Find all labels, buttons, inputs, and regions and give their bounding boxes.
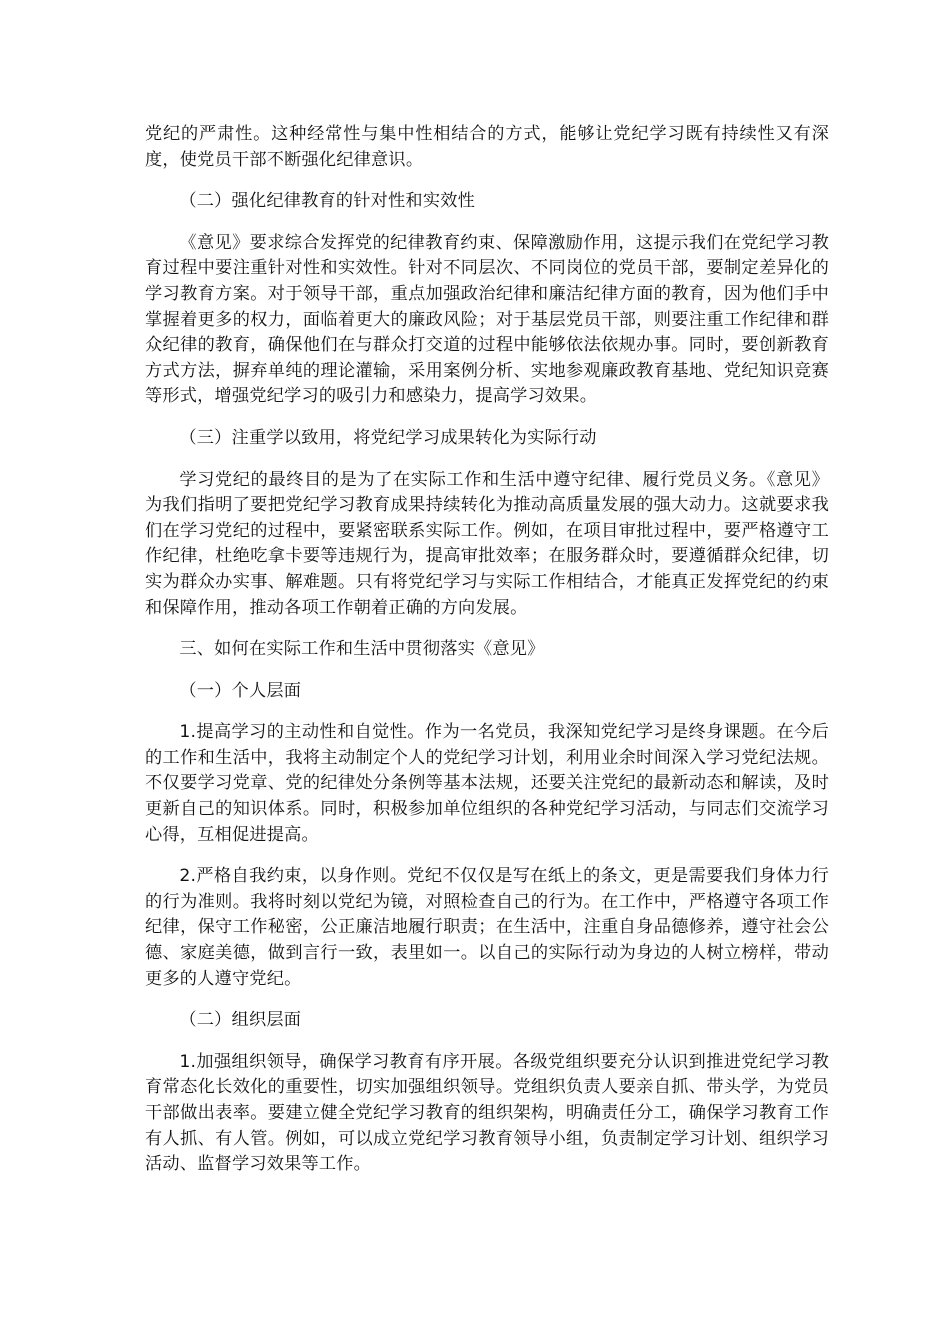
paragraph-continuation: 党纪的严肃性。这种经常性与集中性相结合的方式，能够让党纪学习既有持续性又有深度，使党员干部不断强化纪律意识。	[145, 124, 829, 170]
subheading-individual: （一）个人层面	[179, 680, 302, 701]
section-heading-2: （二）强化纪律教育的针对性和实效性	[179, 191, 475, 212]
paragraph-individual-1: 1.提高学习的主动性和自觉性。作为一名党员，我深知党纪学习是终身课题。在今后的工作和生活中，我将主动制定个人的党纪学习计划，利用业余时间深入学习党纪法规。不仅要学习党章、党的纪律处分条例等基本法规，还要关注党纪的最新动态和解读，及时更新自己的知识体系。同时，积极参加单位组织的各种党纪学习活动，与同志们交流学习心得，互相促进提高。	[145, 722, 829, 845]
paragraph-apply-learning: 学习党纪的最终目的是为了在实际工作和生活中遵守纪律、履行党员义务。《意见》为我们指明了要把党纪学习教育成果持续转化为推动高质量发展的强大动力。这就要求我们在学习党纪的过程中，要紧密联系实际工作。例如，在项目审批过程中，要严格遵守工作纪律，杜绝吃拿卡要等违规行为，提高审批效率；在服务群众时，要遵循群众纪律，切实为群众办实事、解难题。只有将党纪学习与实际工作相结合，才能真正发挥党纪的约束和保障作用，推动各项工作朝着正确的方向发展。	[145, 469, 829, 618]
section-heading-3: （三）注重学以致用，将党纪学习成果转化为实际行动	[179, 427, 597, 448]
paragraph-organization-1: 1.加强组织领导，确保学习教育有序开展。各级党组织要充分认识到推进党纪学习教育常态化长效化的重要性，切实加强组织领导。党组织负责人要亲自抓、带头学，为党员干部做出表率。要建立健全党纪学习教育的组织架构，明确责任分工，确保学习教育工作有人抓、有人管。例如，可以成立党纪学习教育领导小组，负责制定学习计划、组织学习活动、监督学习效果等工作。	[145, 1051, 829, 1175]
paragraph-individual-2: 2.严格自我约束，以身作则。党纪不仅仅是写在纸上的条文，更是需要我们身体力行的行为准则。我将时刻以党纪为镜，对照检查自己的行为。在工作中，严格遵守各项工作纪律，保守工作秘密，公正廉洁地履行职责；在生活中，注重自身品德修养，遵守社会公德、家庭美德，做到言行一致，表里如一。以自己的实际行动为身边的人树立榜样，带动更多的人遵守党纪。	[145, 866, 829, 989]
chapter-heading-3: 三、如何在实际工作和生活中贯彻落实《意见》	[179, 639, 545, 660]
document-page	[145, 122, 829, 1194]
subheading-organization: （二）组织层面	[179, 1010, 302, 1031]
paragraph-targeted-education: 《意见》要求综合发挥党的纪律教育约束、保障激励作用，这提示我们在党纪学习教育过程中要注重针对性和实效性。针对不同层次、不同岗位的党员干部，要制定差异化的学习教育方案。对于领导干部，重点加强政治纪律和廉洁纪律方面的教育，因为他们手中掌握着更多的权力，面临着更大的廉政风险；对于基层党员干部，则要注重工作纪律和群众纪律的教育，确保他们在与群众打交道的过程中能够依法依规办事。同时，要创新教育方式方法，摒弃单纯的理论灌输，采用案例分析、实地参观廉政教育基地、党纪知识竞赛等形式，增强党纪学习的吸引力和感染力，提高学习效果。	[145, 232, 829, 407]
